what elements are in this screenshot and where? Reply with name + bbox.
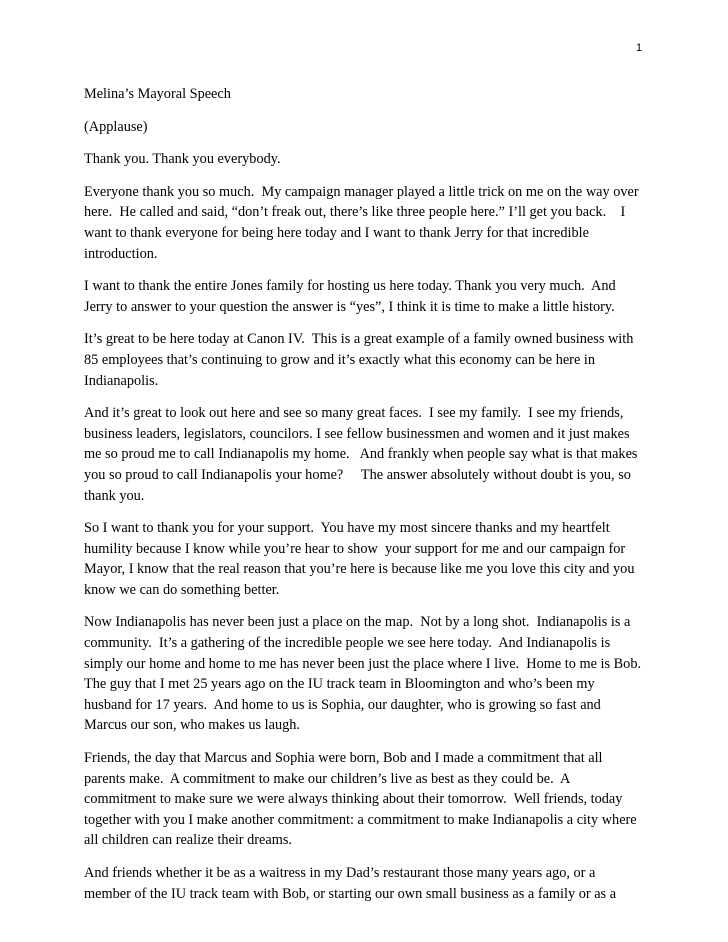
- paragraph-line: I want to thank the entire Jones family for hosting us here today. Thank you very much. And: [84, 278, 616, 295]
- paragraph: [84, 748, 656, 851]
- paragraph-line: simply our home and home to me has never been just the place where I live. Home to me is Bob.: [84, 655, 642, 672]
- paragraph-line: Marcus our son, who makes us laugh.: [84, 717, 301, 734]
- paragraph-line: (Applause): [84, 118, 148, 135]
- paragraph-line: Everyone thank you so much. My campaign manager played a little trick on me on the way over: [84, 183, 639, 200]
- paragraph-line: commitment to make sure we were always thinking about their tomorrow. Well friends, today: [84, 791, 623, 808]
- paragraph: [84, 276, 656, 317]
- paragraph-line: introduction.: [84, 245, 158, 262]
- paragraph-line: And friends whether it be as a waitress in my Dad’s restaurant those many years ago, or a: [84, 865, 596, 881]
- paragraph-line: It’s great to be here today at Canon IV. This is a great example of a family owned business with: [84, 331, 634, 348]
- paragraph-line: me so proud me to call Indianapolis my home. And frankly when people say what is that makes: [84, 446, 638, 463]
- paragraph: [84, 863, 656, 904]
- title-line: Melina’s Mayoral Speech: [84, 86, 231, 102]
- paragraph-line: want to thank everyone for being here today and I want to thank Jerry for that incredible: [84, 224, 589, 241]
- paragraph-line: So I want to thank you for your support. You have my most sincere thanks and my heartfelt: [84, 520, 610, 537]
- paragraph-line: husband for 17 years. And home to us is Sophia, our daughter, who is growing so fast and: [84, 696, 601, 713]
- paragraph: [84, 403, 656, 506]
- paragraph-line: Friends, the day that Marcus and Sophia were born, Bob and I made a commitment that all: [84, 750, 603, 767]
- paragraph-line: Jerry to answer to your question the answer is “yes”, I think it is time to make a little history.: [84, 298, 615, 315]
- paragraph-line: business leaders, legislators, councilors. I see fellow businessmen and women and it just makes: [84, 425, 630, 442]
- paragraph-line: here. He called and said, “don’t freak out, there’s like three people here.” I’ll get you back. I: [84, 204, 626, 221]
- paragraph-line: all children can realize their dreams.: [84, 832, 292, 849]
- paragraph-line: Mayor, I know that the real reason that you’re here is because like me you love this city and you: [84, 561, 635, 578]
- paragraph-line: Indianapolis.: [84, 372, 159, 389]
- paragraph-line: The guy that I met 25 years ago on the IU track team in Bloomington and who’s been my: [84, 676, 595, 693]
- paragraph-line: Now Indianapolis has never been just a place on the map. Not by a long shot. Indianapolis is a: [84, 614, 631, 631]
- paragraph: [84, 149, 656, 170]
- speech-title: [84, 84, 656, 105]
- paragraph-line: humility because I know while you’re hear to show your support for me and our campaign for: [84, 540, 626, 557]
- paragraph-line: parents make. A commitment to make our children’s live as best as they could be. A: [84, 770, 571, 787]
- paragraph: [84, 117, 656, 138]
- paragraph-line: member of the IU track team with Bob, or starting our own small business as a family or as a: [84, 885, 617, 902]
- paragraph-line: know we can do something better.: [84, 581, 280, 598]
- paragraph: [84, 182, 656, 264]
- speech-body: [84, 84, 656, 916]
- paragraph-list: [84, 117, 656, 905]
- paragraph-line: community. It’s a gathering of the incredible people we see here today. And Indianapolis is: [84, 635, 611, 652]
- paragraph: [84, 518, 656, 600]
- paragraph-line: Thank you. Thank you everybody.: [84, 151, 281, 168]
- paragraph-line: together with you I make another commitment: a commitment to make Indianapolis a city where: [84, 811, 637, 828]
- paragraph: [84, 612, 656, 736]
- paragraph-line: thank you.: [84, 487, 145, 504]
- paragraph: [84, 329, 656, 391]
- paragraph-line: 85 employees that’s continuing to grow and it’s exactly what this economy can be here in: [84, 351, 595, 368]
- paragraph-line: And it’s great to look out here and see so many great faces. I see my family. I see my friends,: [84, 405, 624, 422]
- paragraph-line: you so proud to call Indianapolis your home? The answer absolutely without doubt is you, so: [84, 466, 631, 483]
- page-number: 1: [636, 42, 643, 54]
